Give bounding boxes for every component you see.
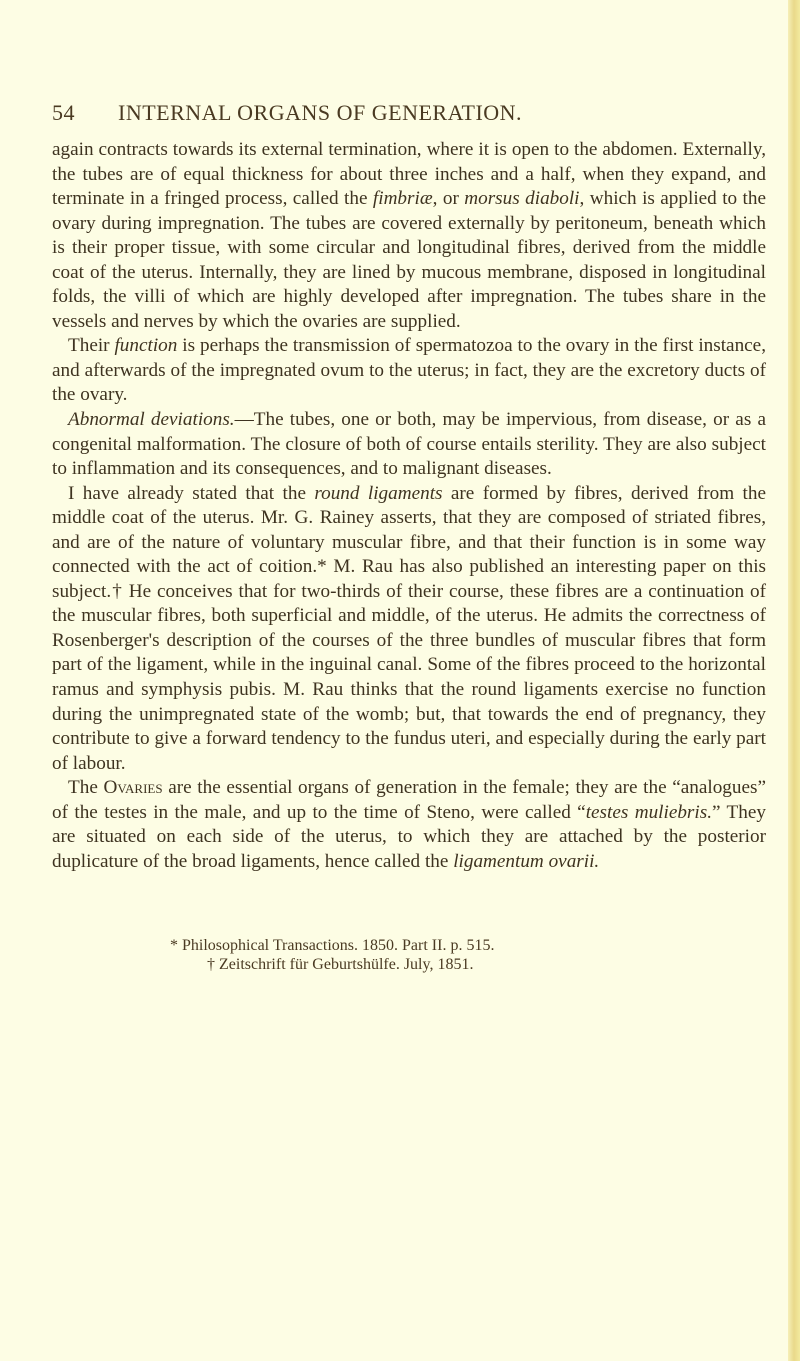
page-number: 54 [52,100,75,125]
paragraph [52,138,766,334]
italic-text: fimbriæ [372,188,433,210]
paragraph [52,776,766,874]
text-segment: Their [68,335,115,357]
body-text [52,138,766,874]
footnotes [52,936,766,974]
footnote-2: † Zeitschrift für Geburtshülfe. July, 1851. [207,956,474,974]
small-caps-text: Ovaries [103,777,163,799]
text-segment: are formed by fibres, derived from the middle coat of the uterus. Mr. G. Rainey asserts, that they are composed of striated fibres, and are of the nature of voluntary muscular fibre, and that their function is in some way connected with the act of coition.* M. Rau has also published an interesting paper on this subject.† He conceives that for two-thirds of their course, these fibres are a continuation of the muscular fibres, both superficial and middle, of the uterus. He admits the correctness of Rosenberger's description of the courses of the three bundles of muscular fibres that form part of the ligament, while in the inguinal canal. Some of the fibres proceed to the horizontal ramus and symphysis pubis. M. Rau thinks that the round ligaments exercise no function during the unimpregnated state of the womb; but, that towards the end of pregnancy, they contribute to give a forward tendency to the fundus uteri, and especially during the early part of labour. [52,482,766,774]
text-segment: are the essential organs of generation in the female; they are the “analogues” of the testes in the male, and up to the time of Steno, were called “ [52,777,766,823]
italic-text: function [114,335,178,357]
text-segment: ” They are situated on each side of the uterus, to which they are attached by the posterior duplicature of the broad ligaments, hence called the [52,801,766,872]
paragraph [52,334,766,408]
paragraph [52,408,766,482]
page-edge [788,0,800,1361]
paragraph [52,482,766,777]
italic-text: round ligaments [314,482,443,504]
text-segment: , which is applied to the ovary during impregnation. The tubes are covered externally by peritoneum, beneath which is their proper tissue, with some circular and longitudinal fibres, derived from the middle coat of the uterus. Internally, they are lined by mucous membrane, disposed in longitudinal folds, the villi of which are highly developed after impregnation. The tubes share in the vessels and nerves by which the ovaries are supplied. [52,188,766,332]
text-segment: The [68,777,104,799]
footnote-1: * Philosophical Transactions. 1850. Part II. p. 515. [170,937,495,955]
italic-text: morsus diaboli [464,188,580,210]
text-segment: is perhaps the transmission of spermatozoa to the ovary in the first instance, and afterwards of the impregnated ovum to the uterus; in fact, they are the excretory ducts of the ovary. [52,335,766,406]
running-title: INTERNAL ORGANS OF GENERATION. [118,100,523,125]
text-segment: —The tubes, one or both, may be impervious, from disease, or as a congenital malformation. The closure of both of course entails sterility. They are also subject to inflammation and its consequences, and to malignant diseases. [52,409,766,480]
text-segment: , or [432,188,465,210]
italic-text: Abnormal deviations. [68,409,235,431]
text-segment: I have already stated that the [68,482,315,504]
italic-text: testes muliebris. [585,801,712,823]
text-segment: again contracts towards its external termination, where it is open to the abdomen. Externally, the tubes are of equal thickness for about three inches and a half, when they expand, and terminate in a fringed process, called the [52,139,766,210]
italic-text: ligamentum ovarii. [453,850,600,872]
